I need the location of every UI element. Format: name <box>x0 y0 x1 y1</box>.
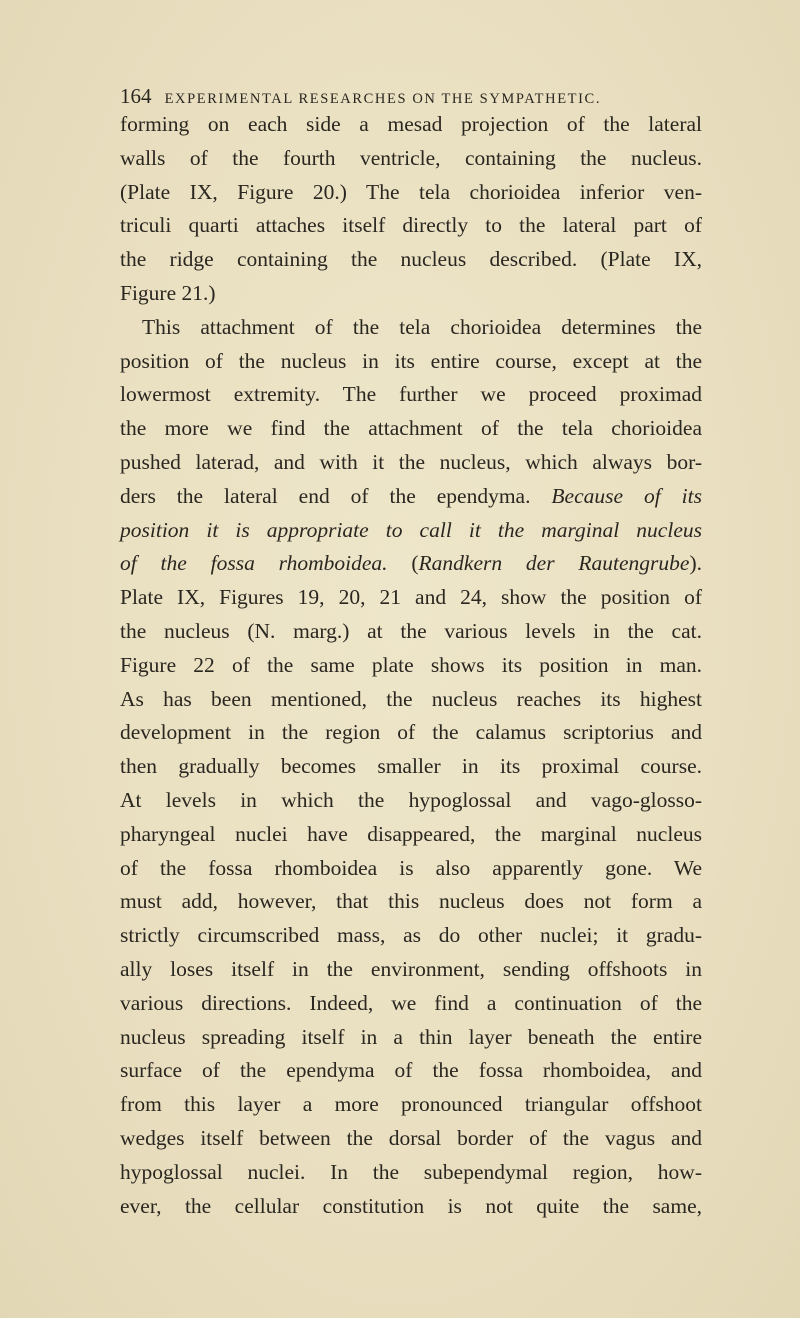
text-line: hypoglossal nuclei. In the subependymal region, how- <box>120 1159 702 1184</box>
text-line: strictly circumscribed mass, as do other nuclei; it gradu- <box>120 923 702 948</box>
text-line: lowermost extremity. The further we proceed proximad <box>120 382 702 407</box>
text-line: the ridge containing the nucleus described. (Plate IX, <box>120 247 702 272</box>
italic-segment: Randkern der Rautengrube <box>418 551 690 576</box>
text-line: surface of the ependyma of the fossa rhomboidea, and <box>120 1058 702 1083</box>
text-line <box>120 547 702 581</box>
italic-segment: position it is appropriate to call it the marginal nucleus <box>120 517 702 542</box>
text-line: of the fossa rhomboidea is also apparently gone. We <box>120 855 702 880</box>
body-text <box>120 108 702 1223</box>
text-line: ally loses itself in the environment, sending offshoots in <box>120 956 702 981</box>
text-line: various directions. Indeed, we find a continuation of the <box>120 990 702 1015</box>
italic-segment: of the fossa rhomboidea. <box>120 551 388 576</box>
text-line: then gradually becomes smaller in its proximal course. <box>120 754 702 779</box>
text-line: nucleus spreading itself in a thin layer beneath the entire <box>120 1024 702 1049</box>
text-line: ever, the cellular constitution is not quite the same, <box>120 1193 702 1218</box>
text-line: walls of the fourth ventricle, containing the nucleus. <box>120 145 702 170</box>
text-line <box>120 480 702 514</box>
text-line: Figure 22 of the same plate shows its position in man. <box>120 652 702 677</box>
text-line: forming on each side a mesad projection of the lateral <box>120 112 702 136</box>
text-segment: ). <box>689 551 702 576</box>
text-line: Plate IX, Figures 19, 20, 21 and 24, show the position of <box>120 585 702 610</box>
text-line: wedges itself between the dorsal border of the vagus and <box>120 1125 702 1150</box>
text-line: from this layer a more pronounced triangular offshoot <box>120 1092 702 1117</box>
text-line: the nucleus (N. marg.) at the various levels in the cat. <box>120 618 702 643</box>
text-segment: ( <box>387 551 419 576</box>
text-line: triculi quarti attaches itself directly to the lateral part of <box>120 213 702 238</box>
text-line: As has been mentioned, the nucleus reaches its highest <box>120 686 702 711</box>
text-line: the more we find the attachment of the tela chorioidea <box>120 416 702 441</box>
text-line: Figure 21.) <box>120 280 216 305</box>
italic-segment: Because of its <box>551 483 702 508</box>
text-line: pushed laterad, and with it the nucleus, which always bor- <box>120 449 702 474</box>
text-line: At levels in which the hypoglossal and vago-glosso- <box>120 787 702 812</box>
text-line: This attachment of the tela chorioidea determines the <box>142 314 702 339</box>
page-number: 164 <box>120 84 152 108</box>
text-segment: ders the lateral end of the ependyma. <box>120 483 552 508</box>
text-line: must add, however, that this nucleus does not form a <box>120 889 702 914</box>
text-line <box>120 514 702 548</box>
text-line: (Plate IX, Figure 20.) The tela chorioidea inferior ven- <box>120 179 702 204</box>
running-title: EXPERIMENTAL RESEARCHES ON THE SYMPATHETIC. <box>164 91 602 107</box>
text-line: pharyngeal nuclei have disappeared, the marginal nucleus <box>120 821 702 846</box>
text-line: position of the nucleus in its entire course, except at the <box>120 348 702 373</box>
text-line: development in the region of the calamus scriptorius and <box>120 720 702 745</box>
running-head <box>120 84 700 109</box>
